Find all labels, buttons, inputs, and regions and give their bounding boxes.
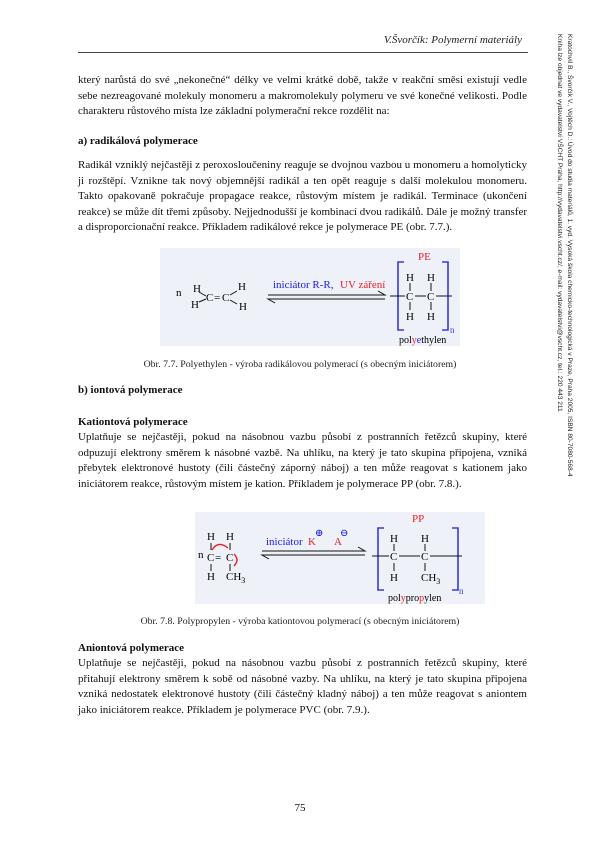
fig2-minus: ⊖ <box>340 528 349 539</box>
fig2-c1: C <box>207 552 215 564</box>
fig2-ph2: H <box>421 533 429 545</box>
side-citation-line-1: Kratochvíl B., Švorčík V., Vojtěch D.: Úvod do studia materiálů, 1. vyd. Vysoká škola chemicko-technologická v Praze, Praha 2005, ISBN 80-7080-568-4 <box>566 34 573 477</box>
fig2-c2: C <box>226 552 234 564</box>
running-header: V.Švorčík: Polymerní materiály <box>383 34 522 46</box>
fig2-h3: H <box>207 571 215 583</box>
fig2-ph3: H <box>390 572 398 584</box>
fig2-double-bond: = <box>215 552 222 564</box>
fig2-h2: H <box>226 531 234 543</box>
fig1-double-bond: = <box>214 292 221 304</box>
side-citation-line-2: Kniha lze objednat ve vydavatelství VŠCHT Praha, http://vydavatelstvi.vscht.cz/, e-mail: vydavatelstvi@vscht.cz, tel.: 220 443 211 <box>556 34 563 412</box>
caption-7-7: Obr. 7.7. Polyethylen - výroba radikálovou polymerací (s obecným iniciátorem) <box>143 359 457 370</box>
fig1-ph3: H <box>406 311 414 323</box>
fig2-n: n <box>198 549 204 561</box>
fig2-h1: H <box>207 531 215 543</box>
fig1-h4: H <box>239 301 247 313</box>
page-number: 75 <box>294 802 306 814</box>
fig2-pc2: C <box>421 551 429 563</box>
fig1-product-name: polyethylen <box>399 335 447 346</box>
fig2-pch3: $CH_3$ <box>421 572 441 586</box>
fig1-ph2: H <box>427 272 435 284</box>
anionic-paragraph: Uplatňuje se nejčastěji, pokud na násobnou vazbu působí z postranních řetězců skupiny, které přitahují elektrony směrem k sobě od násobné vazby. Na uhlíku, na který je tato skupina připojena vzniká nedostatek elektronové hustoty (čili částečný kladný náboj) a ten může reagovat s aniontem jako iniciátorem reakce. Příkladem je polymerace PVC (obr. 7.9.). <box>78 657 527 716</box>
fig1-product-abbr: PE <box>418 251 431 263</box>
radical-paragraph: Radikál vzniklý nejčastěji z peroxosloučeniny reaguje se dvojnou vazbou u monomeru a homolyticky ji rozštěpí. Vznikne tak nový objemnější radikál a ten opět reaguje s další molekulou monomeru. Takto opakovaně pokračuje propagace reakce, růstovým místem je radikál. Terminace (ukončení reakce) se může dít třemi způsoby. Nejjednodušší je kombinací dvou radikálů. Dále je možný transfer a disproporcionační reakce. Příkladem radikálové rekce je polymerace PE (obr. 7.7.). <box>78 159 527 233</box>
figure-7-7-polyethylene <box>0 248 600 346</box>
fig1-h2: H <box>191 299 199 311</box>
fig2-pc1: C <box>390 551 398 563</box>
heading-radical: a) radikálová polymerace <box>78 135 198 147</box>
fig1-h1: H <box>193 283 201 295</box>
fig2-a-label: A <box>334 536 342 548</box>
figure-7-8-polypropylene <box>0 510 600 608</box>
cationic-paragraph: Uplatňuje se nejčastěji, pokud na násobnou vazbu působí z postranních řetězců skupiny, které odpuzují elektrony směrem k násobné vazbě. Na uhlíku, na který je tato skupina připojena, vzniká přebytek elektronové hustoty (čili částečný záporný náboj) a ten může reagovat s kationem jako iniciátorem reakce, růstovým místem je kation. Příkladem je polymerace PP (obr. 7.8.). <box>78 431 527 490</box>
heading-cationic: Kationtová polymerace <box>78 416 188 428</box>
header-rule <box>78 52 528 53</box>
fig2-product-abbr: PP <box>412 513 425 525</box>
fig1-uv-label: UV záření <box>340 279 386 291</box>
fig1-ph4: H <box>427 311 435 323</box>
fig1-pc1: C <box>406 291 414 303</box>
heading-anionic: Aniontová polymerace <box>78 642 185 654</box>
fig1-ph1: H <box>406 272 414 284</box>
fig2-ch3: $CH_3$ <box>226 571 246 585</box>
fig1-subscript-n: n <box>450 325 455 335</box>
caption-7-8: Obr. 7.8. Polypropylen - výroba kationtovou polymerací (s obecným iniciátorem) <box>140 616 460 627</box>
fig1-initiator-label: iniciátor R-R, <box>273 279 334 291</box>
fig1-c2: C <box>222 292 230 304</box>
fig1-n: n <box>176 287 182 299</box>
fig1-pc2: C <box>427 291 435 303</box>
fig2-subscript-n: n <box>459 586 464 596</box>
fig2-ph1: H <box>390 533 398 545</box>
fig2-product-name: polypropylen <box>388 593 442 604</box>
heading-ionic: b) iontová polymerace <box>78 384 183 396</box>
fig2-plus: ⊕ <box>315 528 324 539</box>
fig1-h3: H <box>238 281 246 293</box>
fig2-k-label: K <box>308 536 316 548</box>
fig2-initiator-label: iniciátor <box>266 536 303 548</box>
fig1-c1: C <box>206 292 214 304</box>
intro-paragraph: který narůstá do své „nekonečné“ délky ve velmi krátké době, takže v reakční směsi existují vedle sebe nezreagované molekuly monomeru a makromolekuly polymeru ve své konečné velikosti. Podle charakteru růstového místa lze základní polymerační rekce rozdělit na: <box>78 74 527 117</box>
